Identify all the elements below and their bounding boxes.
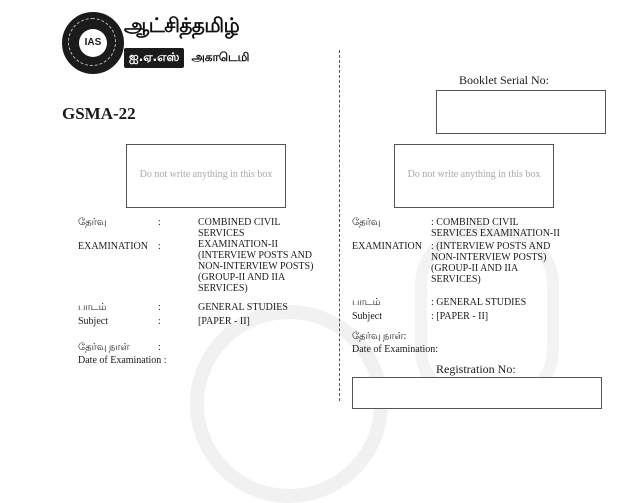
office-use-note-right: Do not write anything in this box <box>407 169 541 180</box>
left-subject-label-en: Subject <box>78 316 108 327</box>
left-exam-label-ta: தேர்வு <box>78 217 107 228</box>
exam-code: GSMA-22 <box>62 104 136 123</box>
right-date-label-ta: தேர்வு நாள்: <box>352 331 407 342</box>
academy-subtitle-rest: அகாடெமி <box>191 50 250 64</box>
right-exam-label-en: EXAMINATION <box>352 241 422 252</box>
office-use-box-right <box>394 144 554 208</box>
academy-subtitle-pill: ஐ.ஏ.எஸ் <box>124 48 184 68</box>
left-date-label-en: Date of Examination : <box>78 355 167 366</box>
left-subject-value-1: GENERAL STUDIES <box>198 302 288 313</box>
left-subject-label-ta: பாடம் <box>78 302 107 313</box>
academy-title: ஆட்சித்தமிழ் <box>124 13 240 37</box>
left-subject-colon-2: : <box>158 316 161 327</box>
left-date-label-ta: தேர்வு நாள் <box>78 342 130 353</box>
left-exam-colon-1: : <box>158 217 161 228</box>
booklet-serial-box[interactable] <box>436 90 606 134</box>
left-exam-value: COMBINED CIVIL SERVICES EXAMINATION-II (INTERVIEW POSTS AND NON-INTERVIEW POSTS) (GROUP-II AND IIA SERVICES) <box>198 217 314 294</box>
left-exam-label-en: EXAMINATION <box>78 241 148 252</box>
right-exam-value-1: : COMBINED CIVIL SERVICES EXAMINATION-II <box>431 217 560 239</box>
right-date-label-en: Date of Examination: <box>352 344 439 355</box>
right-exam-value-2: : (INTERVIEW POSTS AND NON-INTERVIEW POSTS) (GROUP-II AND IIA SERVICES) <box>431 241 551 285</box>
academy-subtitle <box>124 46 249 68</box>
right-exam-label-ta: தேர்வு <box>352 217 381 228</box>
registration-label: Registration No: <box>436 362 516 376</box>
left-exam-colon-2: : <box>158 241 161 252</box>
booklet-serial-label: Booklet Serial No: <box>459 73 549 87</box>
left-date-colon: : <box>158 342 161 353</box>
academy-seal-logo <box>62 12 124 74</box>
cut-line-divider <box>339 50 340 401</box>
left-subject-value-2: [PAPER - II] <box>198 316 250 327</box>
right-subject-label-en: Subject <box>352 311 382 322</box>
registration-box[interactable] <box>352 377 602 409</box>
office-use-box-left <box>126 144 286 208</box>
seal-text: IAS <box>79 29 107 57</box>
right-subject-value-2: : [PAPER - II] <box>431 311 489 322</box>
right-subject-label-ta: பாடம் <box>352 297 381 308</box>
office-use-note-left: Do not write anything in this box <box>139 169 273 180</box>
right-subject-value-1: : GENERAL STUDIES <box>431 297 527 308</box>
left-subject-colon-1: : <box>158 302 161 313</box>
